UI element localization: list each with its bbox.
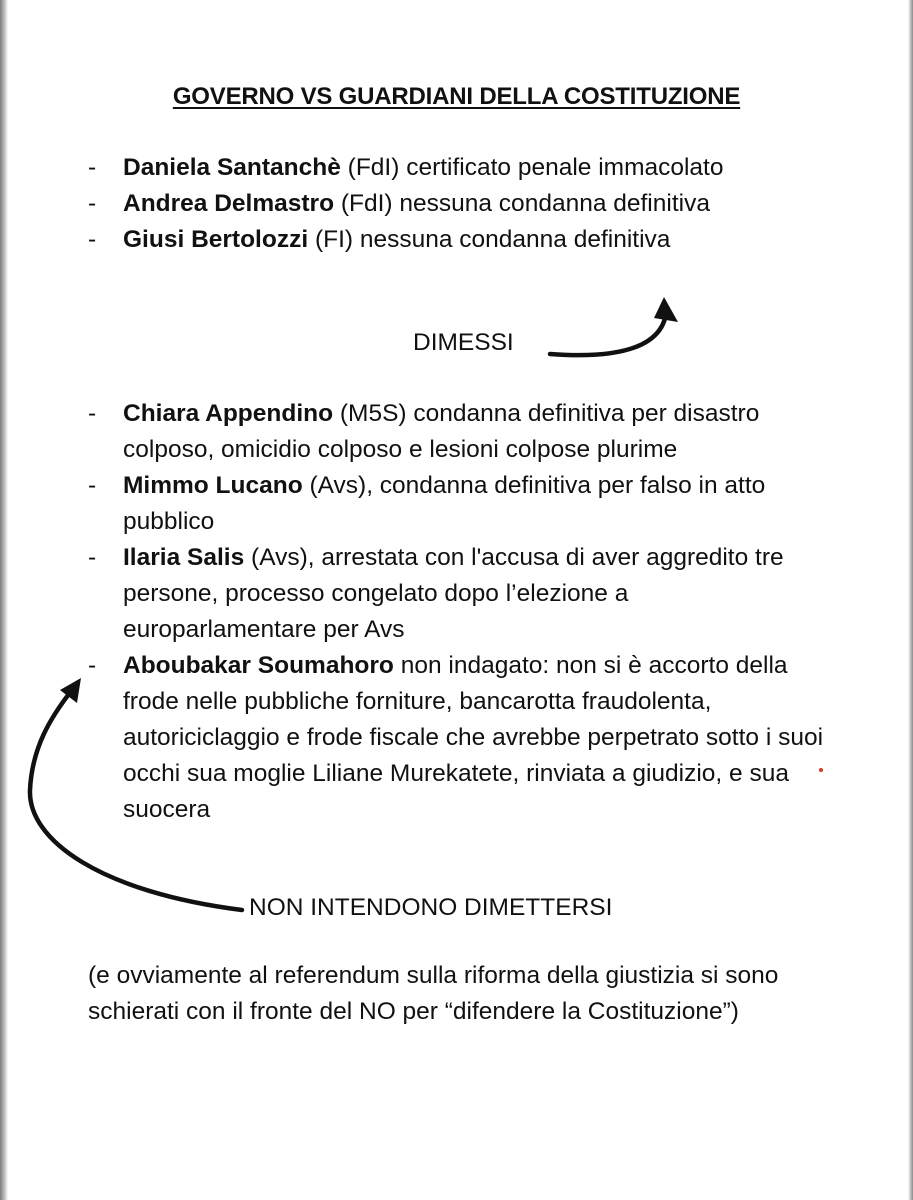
person-name: Aboubakar Soumahoro: [123, 652, 394, 679]
list-dash: -: [88, 472, 97, 499]
list-dash: -: [88, 154, 97, 181]
arrow-dimessi-head-icon: [654, 297, 678, 322]
arrow-dimessi-curve: [550, 314, 666, 355]
label-non-intendono-dimettersi: NON INTENDONO DIMETTERSI: [249, 894, 613, 921]
list-dash: -: [88, 190, 97, 217]
list-dash: -: [88, 400, 97, 427]
person-text: (FdI) nessuna condanna definitiva: [334, 190, 710, 217]
person-text: (Avs), condanna definitiva per falso in atto pubblico: [123, 472, 766, 535]
label-dimessi: DIMESSI: [413, 329, 514, 356]
person-text: (FdI) certificato penale immacolato: [340, 154, 724, 181]
person-text: (FI) nessuna condanna definitiva: [308, 226, 671, 253]
person-text: non indagato: non si è accorto della frode nelle pubbliche forniture, bancarotta fraudolenta, autoriciclaggio e frode fiscale che avrebbe perpetrato sotto i suoi occhi sua moglie Liliane Murekatete, rinviata a giudizio, e sua suocera: [123, 652, 824, 823]
person-name: Ilaria Salis: [123, 544, 245, 571]
list-dash: -: [88, 652, 97, 679]
person-name: Giusi Bertolozzi: [123, 226, 309, 253]
person-text: (Avs), arrestata con l'accusa di aver aggredito tre persone, processo congelato dopo l’elezione a europarlamentare per Avs: [123, 544, 784, 643]
arrow-non-dimettersi-curve: [30, 690, 242, 910]
person-name: Daniela Santanchè: [123, 154, 341, 181]
person-name: Chiara Appendino: [123, 400, 334, 427]
person-text: (M5S) condanna definitiva per disastro colposo, omicidio colposo e lesioni colpose plurime: [123, 400, 760, 463]
closing-note: (e ovviamente al referendum sulla riforma della giustizia si sono schierati con il fronte del NO per “difendere la Costituzione”): [88, 962, 779, 1025]
page-title: GOVERNO VS GUARDIANI DELLA COSTITUZIONE: [172, 83, 741, 110]
person-name: Andrea Delmastro: [123, 190, 335, 217]
person-name: Mimmo Lucano: [123, 472, 303, 499]
list-dash: -: [88, 226, 97, 253]
list-dash: -: [88, 544, 97, 571]
